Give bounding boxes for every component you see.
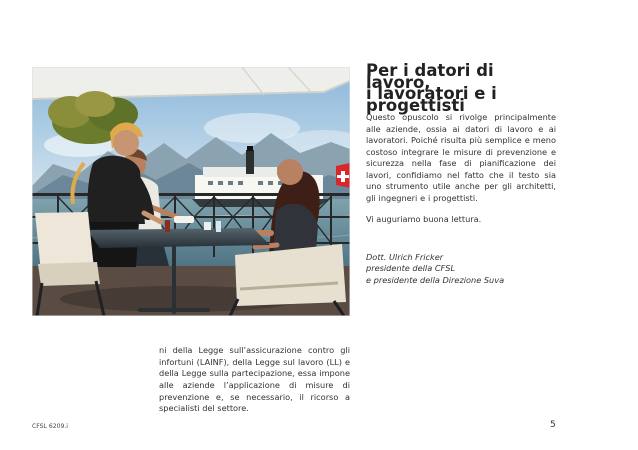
introduction-column — [366, 61, 556, 286]
cafe-photo — [32, 67, 350, 316]
signature-name: Dott. Ulrich Fricker — [366, 251, 444, 262]
section-heading: Per i datori di lavoro, i lavoratori e i progettisti — [366, 61, 497, 115]
closing-line: Vi auguriamo buona lettura. — [366, 214, 482, 224]
signature-title-cfsl: presidente della CFSL — [366, 263, 456, 273]
document-code: CFSL 6209.i — [32, 423, 68, 430]
introduction-paragraph: Questo opuscolo si rivolge principalmente alle aziende, ossia ai datori di lavoro e ai lavoratori. Poiché risulta più semplice e meno costoso integrare le misure di prevenzione e sicurezza nella fase di pianificazione dei lavori, confidiamo nel fatto che il testo sia uno strumento utile anche per gli architetti, gli ingegneri e i progettisti. — [366, 112, 556, 203]
page-number: 5 — [550, 420, 556, 430]
signature-block — [366, 252, 556, 287]
continuation-paragraph: ni della Legge sull’assicurazione contro gli infortuni (LAINF), della Legge sul lavoro (LL) e della Legge sulla partecipazione, essa impone alle aziende l’applicazione di misure di prevenzione e, se necessario, il ricorso a specialisti del settore. — [159, 345, 350, 414]
signature-title-suva: e presidente della Direzione Suva — [366, 274, 505, 285]
